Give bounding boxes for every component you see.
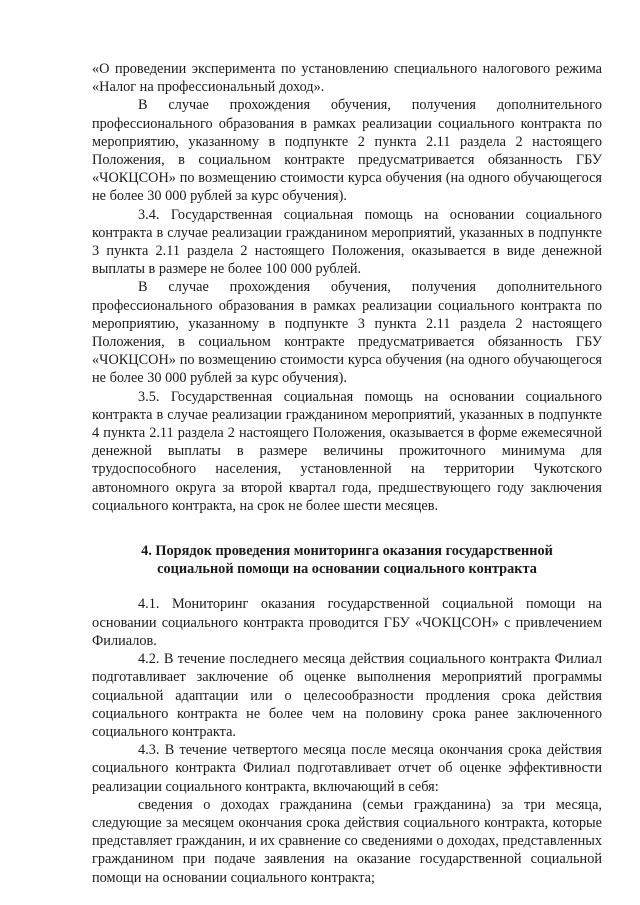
paragraph-4-2: 4.2. В течение последнего месяца действия социального контракта Филиал подготавливает заключение об оценке выполнения мероприятий программы социальной адаптации или о целесообразности продления срока действия социального контракта не более чем на половину срока ранее заключенного социального контракта. xyxy=(92,651,602,740)
paragraph-3-4: 3.4. Государственная социальная помощь на основании социального контракта в случае реализации гражданином мероприятий, указанных в подпункте 3 пункта 2.11 раздела 2 настоящего Положения, оказывается в виде денежной выплаты в размере не более 100 000 рублей. xyxy=(92,206,602,278)
paragraph-4-1: 4.1. Мониторинг оказания государственной социальной помощи на основании социального контракта проводится ГБУ «ЧОКЦСОН» с привлечением Филиалов. xyxy=(92,596,602,649)
section-heading-line-1: 4. Порядок проведения мониторинга оказания государственной xyxy=(141,543,553,560)
body-text-top xyxy=(92,60,602,515)
paragraph: В случае прохождения обучения, получения дополнительного профессионального образования в рамках реализации социального контракта по мероприятию, указанному в подпункте 2 пункта 2.11 раздела 2 настоящего Положения, в социальном контракте предусматривается обязанность ГБУ «ЧОКЦСОН» по возмещению стоимости курса обучения (на одного обучающегося не более 30 000 рублей за курс обучения). xyxy=(92,97,602,205)
paragraph: «О проведении эксперимента по установлению специального налогового режима «Налог на профессиональный доход». xyxy=(92,61,602,96)
paragraph: В случае прохождения обучения, получения дополнительного профессионального образования в рамках реализации социального контракта по мероприятию, указанному в подпункте 3 пункта 2.11 раздела 2 настоящего Положения, в социальном контракте предусматривается обязанность ГБУ «ЧОКЦСОН» по возмещению стоимости курса обучения (на одного обучающегося не более 30 000 рублей за курс обучения). xyxy=(92,279,602,387)
section-heading-line-2: социальной помощи на основании социального контракта xyxy=(157,561,537,578)
paragraph: сведения о доходах гражданина (семьи гражданина) за три месяца, следующие за месяцем окончания срока действия социального контракта, которые представляет гражданин, и их сравнение со сведениями о доходах, представленных гражданином при подаче заявления на оказание государственной социальной помощи на основании социального контракта; xyxy=(92,796,602,886)
body-text-bottom xyxy=(92,595,602,886)
section-heading xyxy=(92,542,602,578)
paragraph-3-5: 3.5. Государственная социальная помощь на основании социального контракта в случае реализации гражданином мероприятий, указанных в подпункте 4 пункта 2.11 раздела 2 настоящего Положения, оказывается в форме ежемесячной денежной выплаты в размере величины прожиточного минимума для трудоспособного населения, установленной на территории Чукотского автономного округа за второй квартал года, предшествующего году заключения социального контракта, на срок не более шести месяцев. xyxy=(92,388,602,514)
paragraph-4-3: 4.3. В течение четвертого месяца после месяца окончания срока действия социального контракта Филиал подготавливает отчет об оценке эффективности реализации социального контракта, включающий в себя: xyxy=(92,742,602,795)
